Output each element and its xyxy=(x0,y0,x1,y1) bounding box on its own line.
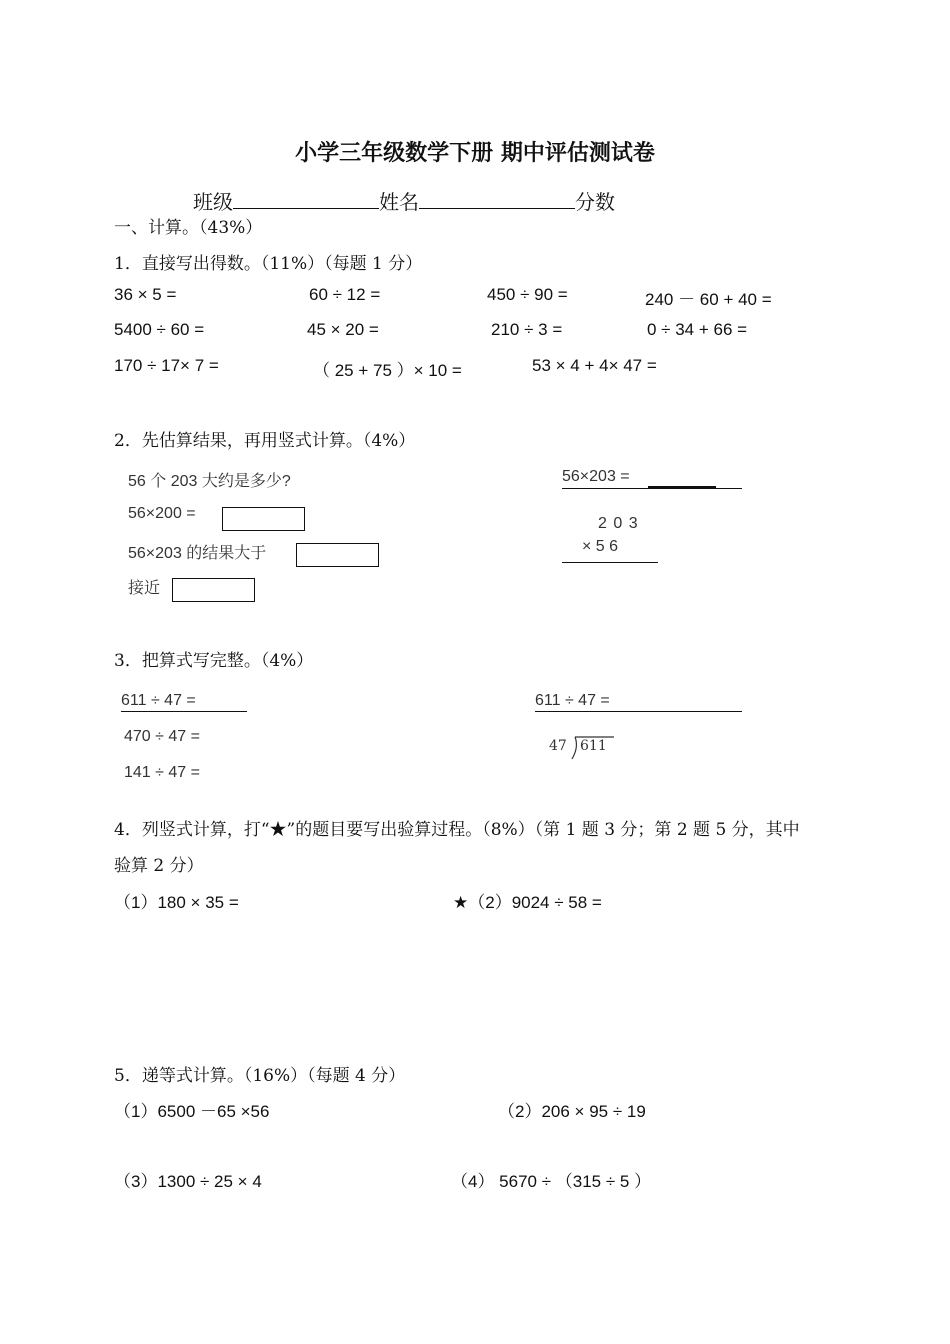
q5-item: （1）6500 －65 ×56 xyxy=(114,1102,270,1121)
long-division-divisor: 47 xyxy=(549,738,567,754)
q1-item: 60 ÷ 12 = xyxy=(309,285,381,304)
name-label: 姓名 xyxy=(379,190,419,214)
score-label: 分数 xyxy=(575,190,615,214)
q3-left-line: 470 ÷ 47 = xyxy=(124,728,200,745)
estimate-answer-box[interactable] xyxy=(222,507,305,531)
vertical-top-number: 2 0 3 xyxy=(598,515,639,532)
vertical-bottom-number: × 5 6 xyxy=(582,538,619,555)
question-4-heading: 4．列竖式计算，打“★”的题目要写出验算过程。（8%）（第 1 题 3 分；第 2 题 5 分，其中 xyxy=(114,820,800,840)
q1-item: 170 ÷ 17× 7 = xyxy=(114,356,219,375)
q3-left-line: 141 ÷ 47 = xyxy=(124,764,200,781)
answer-underline xyxy=(535,711,742,712)
question-2-heading: 2．先估算结果，再用竖式计算。（4%） xyxy=(114,431,416,451)
question-5-heading: 5．递等式计算。（16%）（每题 4 分） xyxy=(114,1066,406,1086)
class-label: 班级 xyxy=(193,190,233,214)
q4-item: （1）180 × 35 = xyxy=(114,893,239,912)
q1-item: 450 ÷ 90 = xyxy=(487,285,568,304)
page-title: 小学三年级数学下册 期中评估测试卷 xyxy=(295,140,655,166)
q1-item: 45 × 20 = xyxy=(307,320,379,339)
near-answer-box[interactable] xyxy=(172,578,255,602)
q1-item: （ 25 + 75 ）× 10 = xyxy=(313,361,462,380)
question-4-heading-cont: 验算 2 分） xyxy=(114,856,204,876)
q1-item: 240 － 60 + 40 = xyxy=(645,290,772,309)
section-heading: 一、计算。（43%） xyxy=(114,218,263,238)
name-blank[interactable] xyxy=(419,192,575,209)
q5-item: （3）1300 ÷ 25 × 4 xyxy=(114,1172,262,1191)
q1-item: 0 ÷ 34 + 66 = xyxy=(647,320,748,339)
q1-item: 53 × 4 + 4× 47 = xyxy=(532,356,657,375)
vertical-calc-line xyxy=(562,562,658,563)
answer-underline xyxy=(121,711,247,712)
student-info-line xyxy=(193,186,615,215)
answer-underline xyxy=(648,486,716,488)
q3-right-equation: 611 ÷ 47 = xyxy=(535,692,610,709)
q5-item: （4） 5670 ÷ （315 ÷ 5 ） xyxy=(451,1172,652,1191)
long-division-dividend: 611 xyxy=(580,738,607,754)
question-1-heading: 1．直接写出得数。（11%）（每题 1 分） xyxy=(114,254,423,274)
answer-underline xyxy=(562,488,742,489)
q1-item: 210 ÷ 3 = xyxy=(491,320,563,339)
q1-item: 36 × 5 = xyxy=(114,285,177,304)
q2-greater-label: 56×203 的结果大于 xyxy=(128,545,267,562)
q2-estimate-label: 56×200 = xyxy=(128,505,196,522)
q1-item: 5400 ÷ 60 = xyxy=(114,320,205,339)
q4-item: ★（2）9024 ÷ 58 = xyxy=(453,893,602,912)
q5-item: （2）206 × 95 ÷ 19 xyxy=(498,1102,646,1121)
question-3-heading: 3．把算式写完整。（4%） xyxy=(114,651,314,671)
q2-equation: 56×203 = xyxy=(562,468,630,485)
greater-answer-box[interactable] xyxy=(296,543,379,567)
q3-left-line: 611 ÷ 47 = xyxy=(121,692,196,709)
q2-question: 56 个 203 大约是多少? xyxy=(128,473,291,490)
class-blank[interactable] xyxy=(233,192,379,209)
q2-near-label: 接近 xyxy=(128,580,161,597)
